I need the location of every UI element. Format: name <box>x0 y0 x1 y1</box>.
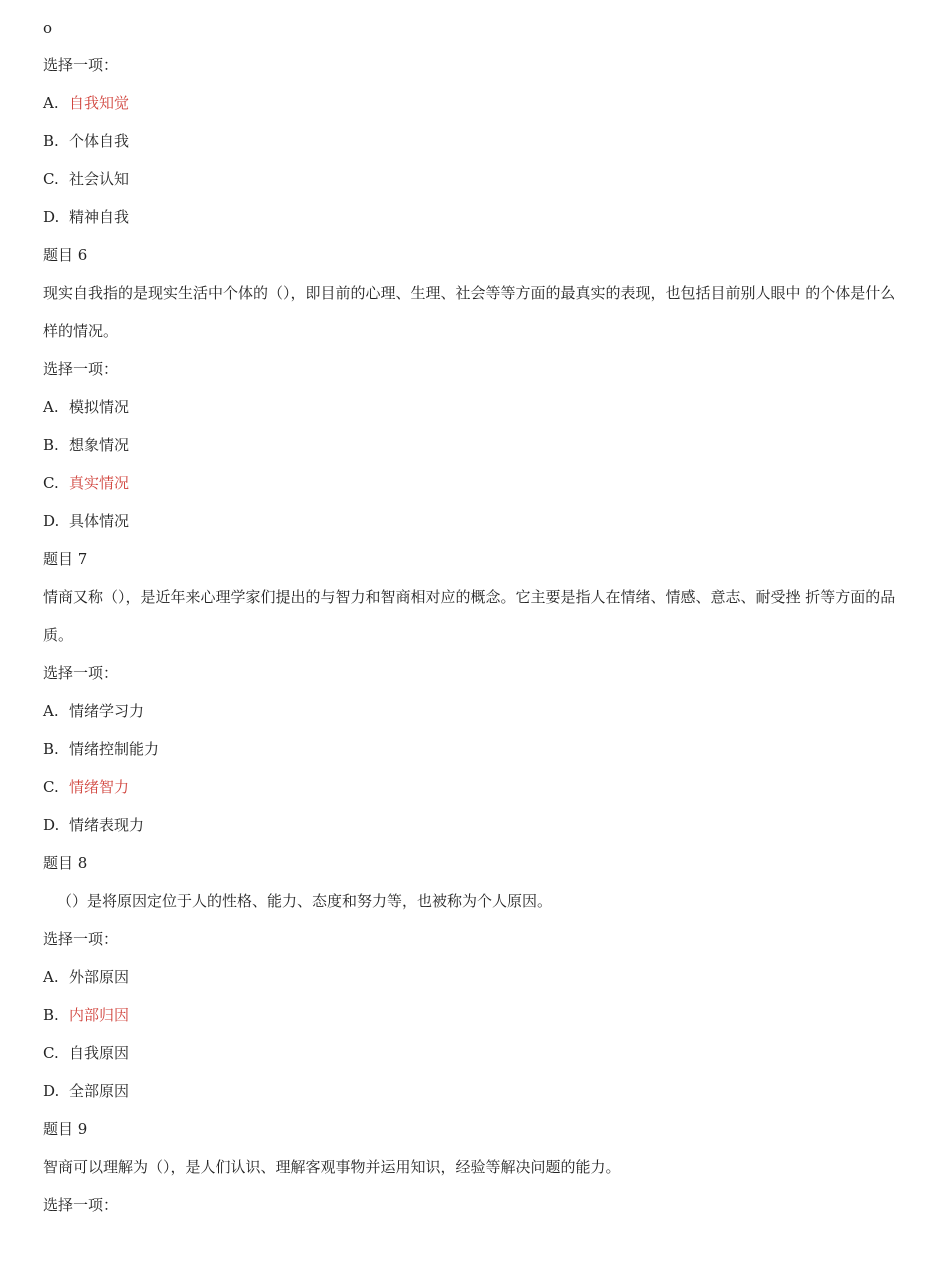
option-a[interactable] <box>43 84 913 122</box>
option-text: 全部原因 <box>69 1082 130 1100</box>
option-a[interactable] <box>43 388 913 426</box>
option-c[interactable] <box>43 160 913 198</box>
prompt-label: 选择一项： <box>43 664 119 682</box>
option-d[interactable] <box>43 806 913 844</box>
option-letter: A. <box>43 702 59 720</box>
option-letter: D. <box>43 1082 60 1100</box>
option-b[interactable] <box>43 122 913 160</box>
option-a[interactable] <box>43 692 913 730</box>
option-letter: A. <box>43 968 59 986</box>
option-letter: A. <box>43 398 59 416</box>
option-a[interactable] <box>43 958 913 996</box>
option-letter: D. <box>43 816 60 834</box>
prompt-label: 选择一项： <box>43 360 119 378</box>
option-text: 具体情况 <box>69 512 130 530</box>
option-c[interactable] <box>43 1034 913 1072</box>
option-text: 情绪表现力 <box>69 816 145 834</box>
option-letter: B. <box>43 132 59 150</box>
option-text: 自我原因 <box>69 1044 130 1062</box>
option-text: 情绪控制能力 <box>69 740 160 758</box>
question-title: 题目 8 <box>43 854 88 872</box>
text-fragment: o <box>43 19 53 37</box>
question-title: 题目 9 <box>43 1120 88 1138</box>
option-letter: B. <box>43 436 59 454</box>
prompt-label: 选择一项： <box>43 56 119 74</box>
prompt-label: 选择一项： <box>43 930 119 948</box>
option-text: 情绪学习力 <box>69 702 145 720</box>
option-letter: D. <box>43 208 60 226</box>
question-stem: 现实自我指的是现实生活中个体的（），即目前的心理、生理、社会等等方面的最真实的表现，也包括目前别人眼中 的个体是什么样的情况。 <box>43 284 896 340</box>
question-title: 题目 6 <box>43 246 88 264</box>
option-letter: C. <box>43 474 59 492</box>
option-text-correct: 自我知觉 <box>69 94 130 112</box>
question-stem: 情商又称（），是近年来心理学家们提出的与智力和智商相对应的概念。它主要是指人在情绪、情感、意志、耐受挫 折等方面的品质。 <box>43 588 896 644</box>
option-d[interactable] <box>43 1072 913 1110</box>
option-letter: B. <box>43 740 59 758</box>
option-text-correct: 内部归因 <box>69 1006 130 1024</box>
option-text-correct: 真实情况 <box>69 474 130 492</box>
option-text: 个体自我 <box>69 132 130 150</box>
option-letter: D. <box>43 512 60 530</box>
option-letter: C. <box>43 170 59 188</box>
option-d[interactable] <box>43 502 913 540</box>
option-text: 精神自我 <box>69 208 130 226</box>
option-text: 外部原因 <box>69 968 130 986</box>
option-b[interactable] <box>43 426 913 464</box>
option-c[interactable] <box>43 768 913 806</box>
option-b[interactable] <box>43 996 913 1034</box>
option-c[interactable] <box>43 464 913 502</box>
question-stem: 智商可以理解为（），是人们认识、理解客观事物并运用知识，经验等解决问题的能力。 <box>43 1158 621 1176</box>
prompt-label: 选择一项： <box>43 1196 119 1214</box>
option-text: 社会认知 <box>69 170 130 188</box>
question-title: 题目 7 <box>43 550 88 568</box>
option-d[interactable] <box>43 198 913 236</box>
option-text: 模拟情况 <box>69 398 130 416</box>
option-letter: C. <box>43 778 59 796</box>
option-letter: B. <box>43 1006 59 1024</box>
option-text: 想象情况 <box>69 436 130 454</box>
option-letter: C. <box>43 1044 59 1062</box>
option-b[interactable] <box>43 730 913 768</box>
quiz-document <box>43 0 913 1224</box>
option-text-correct: 情绪智力 <box>69 778 130 796</box>
option-letter: A. <box>43 94 59 112</box>
question-stem: （）是将原因定位于人的性格、能力、态度和努力等，也被称为个人原因。 <box>57 892 553 910</box>
